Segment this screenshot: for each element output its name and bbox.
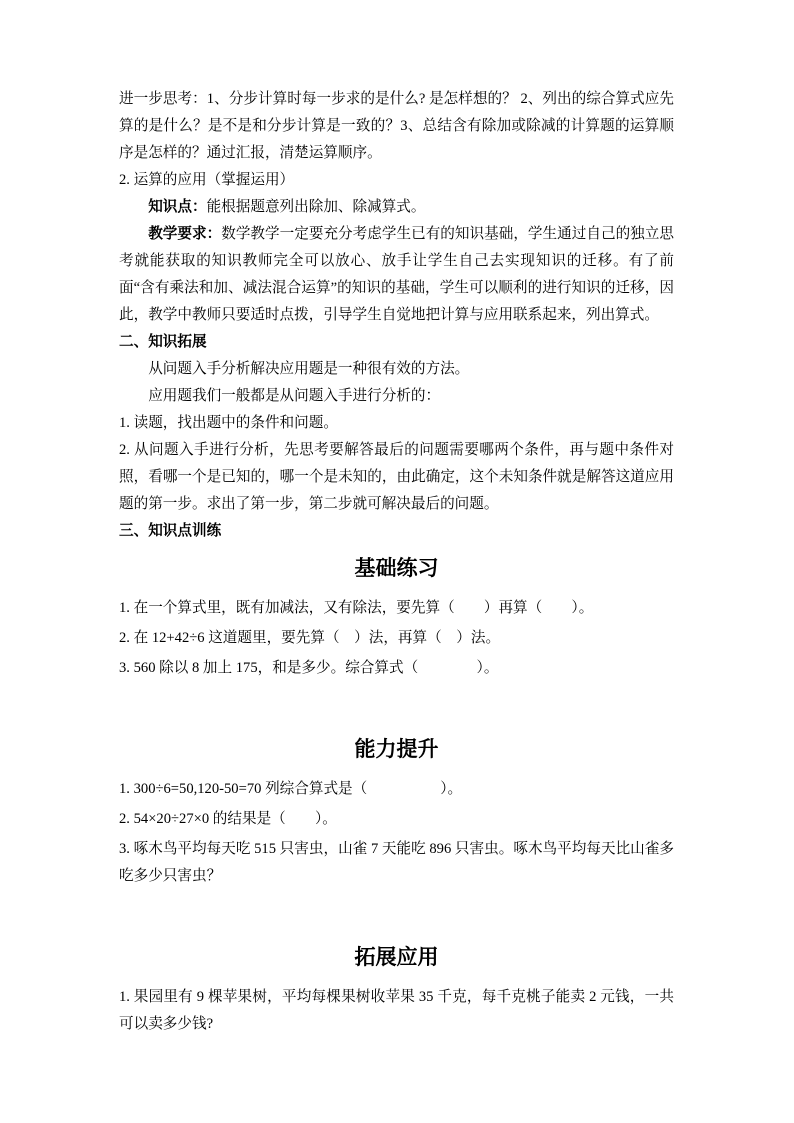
paragraph	[119, 984, 674, 1038]
paragraph	[119, 518, 674, 545]
paragraph	[119, 383, 674, 410]
section-heading	[119, 553, 674, 583]
text-run: 3. 560 除以 8 加上 175，和是多少。综合算式（ ）。	[119, 660, 499, 676]
text-run: 1. 在一个算式里，既有加减法，又有除法，要先算（ ）再算（ ）。	[119, 600, 594, 616]
paragraph	[119, 86, 674, 167]
paragraph	[119, 776, 674, 803]
document-body	[119, 86, 674, 1038]
text-run: 1. 果园里有 9 棵苹果树，平均每棵果树收苹果 35 千克，每千克桃子能卖 2 元钱，一共可以卖多少钱?	[119, 989, 674, 1032]
text-run: 应用题我们一般都是从问题入手进行分析的：	[148, 388, 441, 404]
section-heading	[119, 942, 674, 972]
text-run: 数学教学一定要充分考虑学生已有的知识基础，学生通过自己的独立思考就能获取的知识教师完全可以放心、放手让学生自己去实现知识的迁移。有了前面“含有乘法和加、减法混合运算”的知识的基础，学生可以顺利的进行知识的迁移，因此，教学中教师只要适时点拨，引导学生自觉地把计算与应用联系起来，列出算式。	[119, 226, 674, 323]
text-run: 能根据题意列出除加、除减算式。	[206, 199, 426, 215]
text-run: 知识点：	[148, 199, 207, 215]
paragraph	[119, 836, 674, 890]
paragraph	[119, 655, 674, 682]
text-run: 1. 300÷6=50,120-50=70 列综合算式是（ ）。	[119, 781, 463, 797]
text-run: 基础练习	[354, 556, 439, 580]
text-run: 进一步思考：1、分步计算时每一步求的是什么? 是怎样想的？ 2、列出的综合算式应先算的是什么？是不是和分步计算是一致的？3、总结含有除加或除减的计算题的运算顺序是怎样的？通过汇报，清楚运算顺序。	[119, 91, 674, 161]
text-run: 三、知识点训练	[119, 523, 222, 539]
text-run: 2. 运算的应用（掌握运用）	[119, 172, 295, 188]
text-run: 教学要求：	[148, 226, 222, 242]
paragraph	[119, 625, 674, 652]
text-run: 拓展应用	[354, 945, 439, 969]
text-run: 2. 54×20÷27×0 的结果是（ ）。	[119, 811, 337, 827]
paragraph	[119, 806, 674, 833]
text-run: 1. 读题，找出题中的条件和问题。	[119, 415, 338, 431]
paragraph	[119, 194, 674, 221]
text-run: 2. 在 12+42÷6 这道题里，要先算（ ）法，再算（ ）法。	[119, 630, 501, 646]
paragraph	[119, 329, 674, 356]
text-run: 从问题入手分析解决应用题是一种很有效的方法。	[148, 361, 470, 377]
section-heading	[119, 734, 674, 764]
paragraph	[119, 437, 674, 518]
paragraph	[119, 410, 674, 437]
paragraph	[119, 221, 674, 329]
paragraph	[119, 167, 674, 194]
paragraph	[119, 595, 674, 622]
text-run: 能力提升	[354, 737, 439, 761]
text-run: 3. 啄木鸟平均每天吃 515 只害虫，山雀 7 天能吃 896 只害虫。啄木鸟平均每天比山雀多吃多少只害虫？	[119, 841, 674, 884]
paragraph	[119, 356, 674, 383]
text-run: 2. 从问题入手进行分析，先思考要解答最后的问题需要哪两个条件，再与题中条件对照，看哪一个是已知的，哪一个是未知的，由此确定，这个未知条件就是解答这道应用题的第一步。求出了第一步，第二步就可解决最后的问题。	[119, 442, 674, 512]
text-run: 二、知识拓展	[119, 334, 207, 350]
